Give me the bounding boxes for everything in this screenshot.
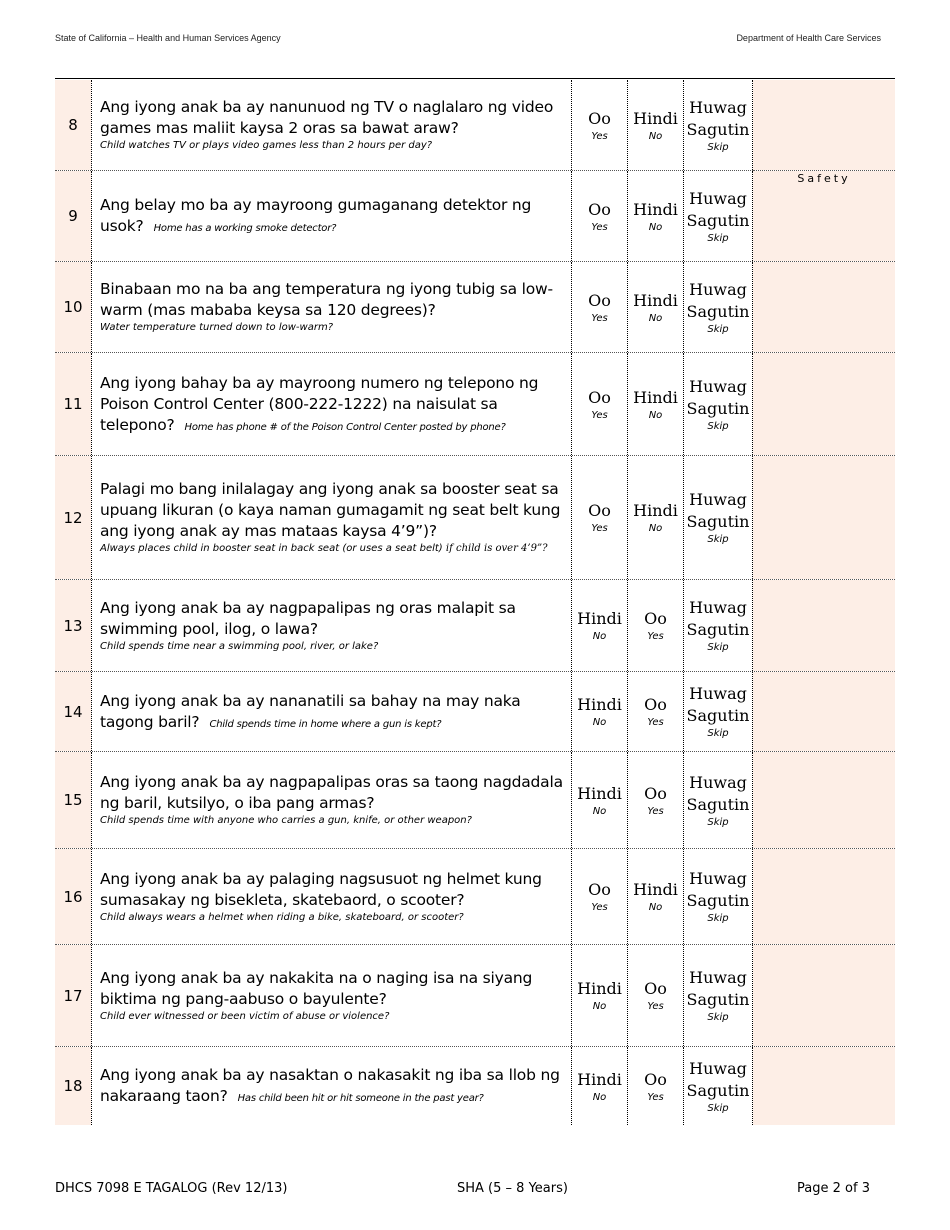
question-tagalog: Ang iyong anak ba ay palaging nagsusuot ng helmet kung sumasakay ng bisekleta, skatebaord, o scooter?	[100, 869, 542, 909]
answer-option-2[interactable]	[627, 849, 683, 944]
question-row-11	[55, 353, 895, 456]
answer-tagalog: Hindi	[577, 783, 622, 803]
answer-option-2[interactable]	[627, 580, 683, 671]
answer-tagalog: Oo	[644, 1069, 667, 1089]
answer-english: Yes	[647, 1001, 664, 1012]
answer-skip[interactable]	[683, 672, 753, 751]
footer-page-number: Page 2 of 3	[797, 1181, 870, 1196]
question-row-13	[55, 580, 895, 672]
question-text	[91, 580, 571, 671]
section-label-safety: Safety	[797, 172, 851, 185]
footer-form-id: DHCS 7098 E TAGALOG (Rev 12/13)	[55, 1181, 288, 1196]
question-number: 12	[55, 456, 91, 579]
answer-tagalog: Hindi	[633, 199, 678, 219]
question-text	[91, 752, 571, 848]
answer-tagalog: Oo	[588, 290, 611, 310]
section-side-cell	[753, 456, 895, 579]
question-tagalog: Binabaan mo na ba ang temperatura ng iyong tubig sa low-warm (mas mababa keysa sa 120 degrees)?	[100, 280, 553, 319]
answer-english: No	[592, 1091, 607, 1103]
section-divider	[753, 170, 895, 171]
answer-option-1[interactable]	[571, 752, 627, 848]
question-tagalog	[100, 373, 563, 436]
answer-skip[interactable]	[683, 945, 753, 1046]
answer-option-1[interactable]	[571, 456, 627, 579]
answer-skip[interactable]	[683, 1047, 753, 1125]
question-tagalog: Palagi mo bang inilalagay ang iyong anak sa booster seat sa upuang likuran (o kaya naman gumagamit ng seat belt kung ang iyong anak ay mas mataas kaysa 4’9”)?	[100, 480, 561, 540]
answer-tagalog: Hindi	[577, 1069, 622, 1089]
answer-tagalog: Huwag Sagutin	[686, 188, 750, 230]
section-side-cell	[753, 672, 895, 751]
question-tagalog-text: Ang belay mo ba ay mayroong gumaganang detektor ng usok?	[100, 196, 532, 235]
question-text	[91, 1047, 571, 1125]
question-number: 18	[55, 1047, 91, 1125]
question-text	[91, 849, 571, 944]
answer-skip[interactable]	[683, 849, 753, 944]
answer-tagalog: Hindi	[633, 501, 678, 520]
question-tagalog-text: Ang iyong anak ba ay nasaktan o nakasakit ng iba sa llob ng nakaraang taon?	[100, 1066, 560, 1105]
answer-english: Skip	[707, 1012, 729, 1023]
answer-english: Skip	[707, 232, 729, 244]
question-english: Home has a working smoke detector?	[153, 223, 337, 234]
question-text	[91, 945, 571, 1046]
answer-option-1[interactable]	[571, 580, 627, 671]
answer-english: Yes	[591, 409, 608, 421]
answer-english: Skip	[707, 728, 729, 739]
answer-english: Skip	[707, 816, 729, 828]
section-side-cell	[753, 580, 895, 671]
question-text	[91, 171, 571, 261]
question-english: Child spends time in home where a gun is kept?	[209, 718, 442, 730]
question-english: Child ever witnessed or been victim of abuse or violence?	[100, 1010, 390, 1022]
question-english: Child spends time with anyone who carries a gun, knife, or other weapon?	[100, 815, 472, 826]
answer-tagalog: Huwag Sagutin	[686, 1058, 750, 1100]
answer-tagalog: Oo	[644, 979, 667, 998]
question-text	[91, 456, 571, 579]
answer-skip[interactable]	[683, 456, 753, 579]
answer-tagalog: Hindi	[633, 290, 678, 310]
answer-english: Skip	[707, 1102, 729, 1114]
question-english: Child watches TV or plays video games less than 2 hours per day?	[100, 140, 433, 151]
answer-option-2[interactable]	[627, 1047, 683, 1125]
question-text	[91, 672, 571, 751]
question-tagalog	[100, 195, 563, 237]
section-side-cell	[753, 262, 895, 352]
answer-tagalog: Hindi	[577, 979, 622, 998]
answer-tagalog: Huwag Sagutin	[686, 968, 750, 1009]
question-tagalog	[100, 691, 563, 733]
answer-option-1[interactable]	[571, 849, 627, 944]
question-number: 10	[55, 262, 91, 352]
answer-tagalog: Huwag Sagutin	[686, 97, 750, 139]
section-side-cell	[753, 849, 895, 944]
answer-tagalog: Huwag Sagutin	[686, 598, 750, 639]
answer-option-1[interactable]	[571, 945, 627, 1046]
question-tagalog: Ang iyong anak ba ay nagpapalipas ng oras malapit sa swimming pool, ilog, o lawa?	[100, 598, 516, 638]
question-tagalog	[100, 1065, 563, 1107]
answer-english: No	[592, 805, 607, 817]
answer-skip[interactable]	[683, 262, 753, 352]
question-number: 16	[55, 849, 91, 944]
answer-tagalog: Hindi	[633, 880, 678, 899]
answer-english: Yes	[647, 1091, 664, 1103]
answer-english: Yes	[647, 717, 664, 728]
answer-english: No	[648, 130, 663, 142]
answer-tagalog: Oo	[588, 501, 611, 520]
answer-tagalog: Oo	[588, 108, 611, 128]
question-english: Has child been hit or hit someone in the past year?	[237, 1093, 484, 1104]
question-english: Water temperature turned down to low-warm?	[100, 322, 334, 333]
answer-english: Yes	[591, 312, 608, 324]
answer-option-1[interactable]	[571, 262, 627, 352]
question-english-text: Always places child in booster seat in back seat (or uses a seat belt)	[100, 543, 443, 554]
header-department: Department of Health Care Services	[736, 33, 881, 43]
answer-english: No	[648, 409, 663, 421]
answer-tagalog: Huwag Sagutin	[686, 279, 750, 321]
answer-english: Yes	[647, 805, 664, 817]
answer-english: Skip	[707, 323, 729, 335]
answer-tagalog: Hindi	[577, 695, 622, 714]
answer-english: Yes	[591, 523, 608, 534]
answer-tagalog: Oo	[644, 783, 667, 803]
answer-tagalog: Hindi	[633, 108, 678, 128]
question-number: 9	[55, 171, 91, 261]
answer-option-1[interactable]	[571, 171, 627, 261]
answer-tagalog: Huwag Sagutin	[686, 376, 750, 418]
question-row-10	[55, 262, 895, 353]
answer-option-2[interactable]	[627, 171, 683, 261]
answer-option-2[interactable]	[627, 80, 683, 170]
answer-english: No	[592, 1001, 607, 1012]
answer-english: No	[648, 312, 663, 324]
answer-english: Yes	[591, 902, 608, 913]
header-agency: State of California – Health and Human Services Agency	[55, 33, 281, 43]
question-english: Child spends time near a swimming pool, river, or lake?	[100, 640, 379, 652]
question-number: 8	[55, 80, 91, 170]
answer-english: Yes	[647, 631, 664, 642]
question-row-14	[55, 672, 895, 752]
question-number: 15	[55, 752, 91, 848]
answer-tagalog: Huwag Sagutin	[686, 684, 750, 725]
answer-english: Skip	[707, 141, 729, 153]
question-row-12	[55, 456, 895, 580]
section-side-cell	[753, 1047, 895, 1125]
question-row-18	[55, 1047, 895, 1125]
answer-english: Skip	[707, 913, 729, 924]
answer-english: Yes	[591, 221, 608, 233]
answer-english: Skip	[707, 642, 729, 653]
answer-english: Yes	[591, 130, 608, 142]
question-english: Home has phone # of the Poison Control Center posted by phone?	[184, 421, 506, 433]
answer-tagalog: Oo	[588, 199, 611, 219]
question-row-16	[55, 849, 895, 945]
answer-english: Skip	[707, 420, 729, 432]
answer-tagalog: Oo	[588, 387, 611, 407]
answer-option-1[interactable]	[571, 80, 627, 170]
question-row-8	[55, 80, 895, 171]
answer-skip[interactable]	[683, 353, 753, 455]
footer-form-title: SHA (5 – 8 Years)	[457, 1181, 568, 1196]
answer-option-1[interactable]	[571, 353, 627, 455]
answer-option-2[interactable]	[627, 262, 683, 352]
answer-tagalog: Huwag Sagutin	[686, 869, 750, 910]
answer-tagalog: Hindi	[633, 387, 678, 407]
section-side-cell	[753, 752, 895, 848]
question-tagalog: Ang iyong anak ba ay nanunuod ng TV o naglalaro ng video games mas maliit kaysa 2 oras sa bawat araw?	[100, 98, 554, 137]
question-number: 14	[55, 672, 91, 751]
question-text	[91, 80, 571, 170]
answer-tagalog: Huwag Sagutin	[686, 490, 750, 531]
answer-skip[interactable]	[683, 752, 753, 848]
answer-english: Skip	[707, 534, 729, 545]
answer-english: No	[592, 631, 607, 642]
answer-option-1[interactable]	[571, 672, 627, 751]
answer-option-1[interactable]	[571, 1047, 627, 1125]
answer-tagalog: Hindi	[577, 609, 622, 628]
answer-option-2[interactable]	[627, 353, 683, 455]
question-tagalog: Ang iyong anak ba ay nagpapalipas oras sa taong nagdadala ng baril, kutsilyo, o iba pang armas?	[100, 773, 563, 812]
answer-english: No	[592, 717, 607, 728]
answer-tagalog: Oo	[644, 609, 667, 628]
question-tagalog-text: Ang iyong bahay ba ay mayroong numero ng telepono ng Poison Control Center (800-222-1222) na naisulat sa telepono?	[100, 373, 539, 434]
question-text	[91, 262, 571, 352]
answer-skip[interactable]	[683, 80, 753, 170]
answer-english: No	[648, 902, 663, 913]
question-english	[100, 542, 563, 556]
question-tagalog: Ang iyong anak ba ay nakakita na o naging isa na siyang biktima ng pang-aabuso o bayulente?	[100, 968, 533, 1008]
section-side-cell	[753, 945, 895, 1046]
section-side-cell	[753, 80, 895, 170]
answer-tagalog: Huwag Sagutin	[686, 772, 750, 814]
question-english: Child always wears a helmet when riding a bike, skateboard, or scooter?	[100, 911, 464, 923]
question-number: 13	[55, 580, 91, 671]
answer-option-2[interactable]	[627, 456, 683, 579]
answer-skip[interactable]	[683, 580, 753, 671]
questions-table	[55, 80, 895, 1125]
table-top-rule	[55, 78, 895, 79]
answer-option-2[interactable]	[627, 945, 683, 1046]
answer-skip[interactable]	[683, 171, 753, 261]
question-row-17	[55, 945, 895, 1047]
question-tagalog-text: Ang iyong anak ba ay nananatili sa bahay na may naka tagong baril?	[100, 691, 521, 731]
answer-tagalog: Oo	[588, 880, 611, 899]
answer-option-2[interactable]	[627, 752, 683, 848]
question-number: 17	[55, 945, 91, 1046]
question-row-15	[55, 752, 895, 849]
question-text	[91, 353, 571, 455]
section-side-cell	[753, 353, 895, 455]
answer-option-2[interactable]	[627, 672, 683, 751]
answer-tagalog: Oo	[644, 695, 667, 714]
question-english-suffix: if child is over 4’9”?	[445, 543, 548, 554]
answer-english: No	[648, 523, 663, 534]
question-number: 11	[55, 353, 91, 455]
answer-english: No	[648, 221, 663, 233]
